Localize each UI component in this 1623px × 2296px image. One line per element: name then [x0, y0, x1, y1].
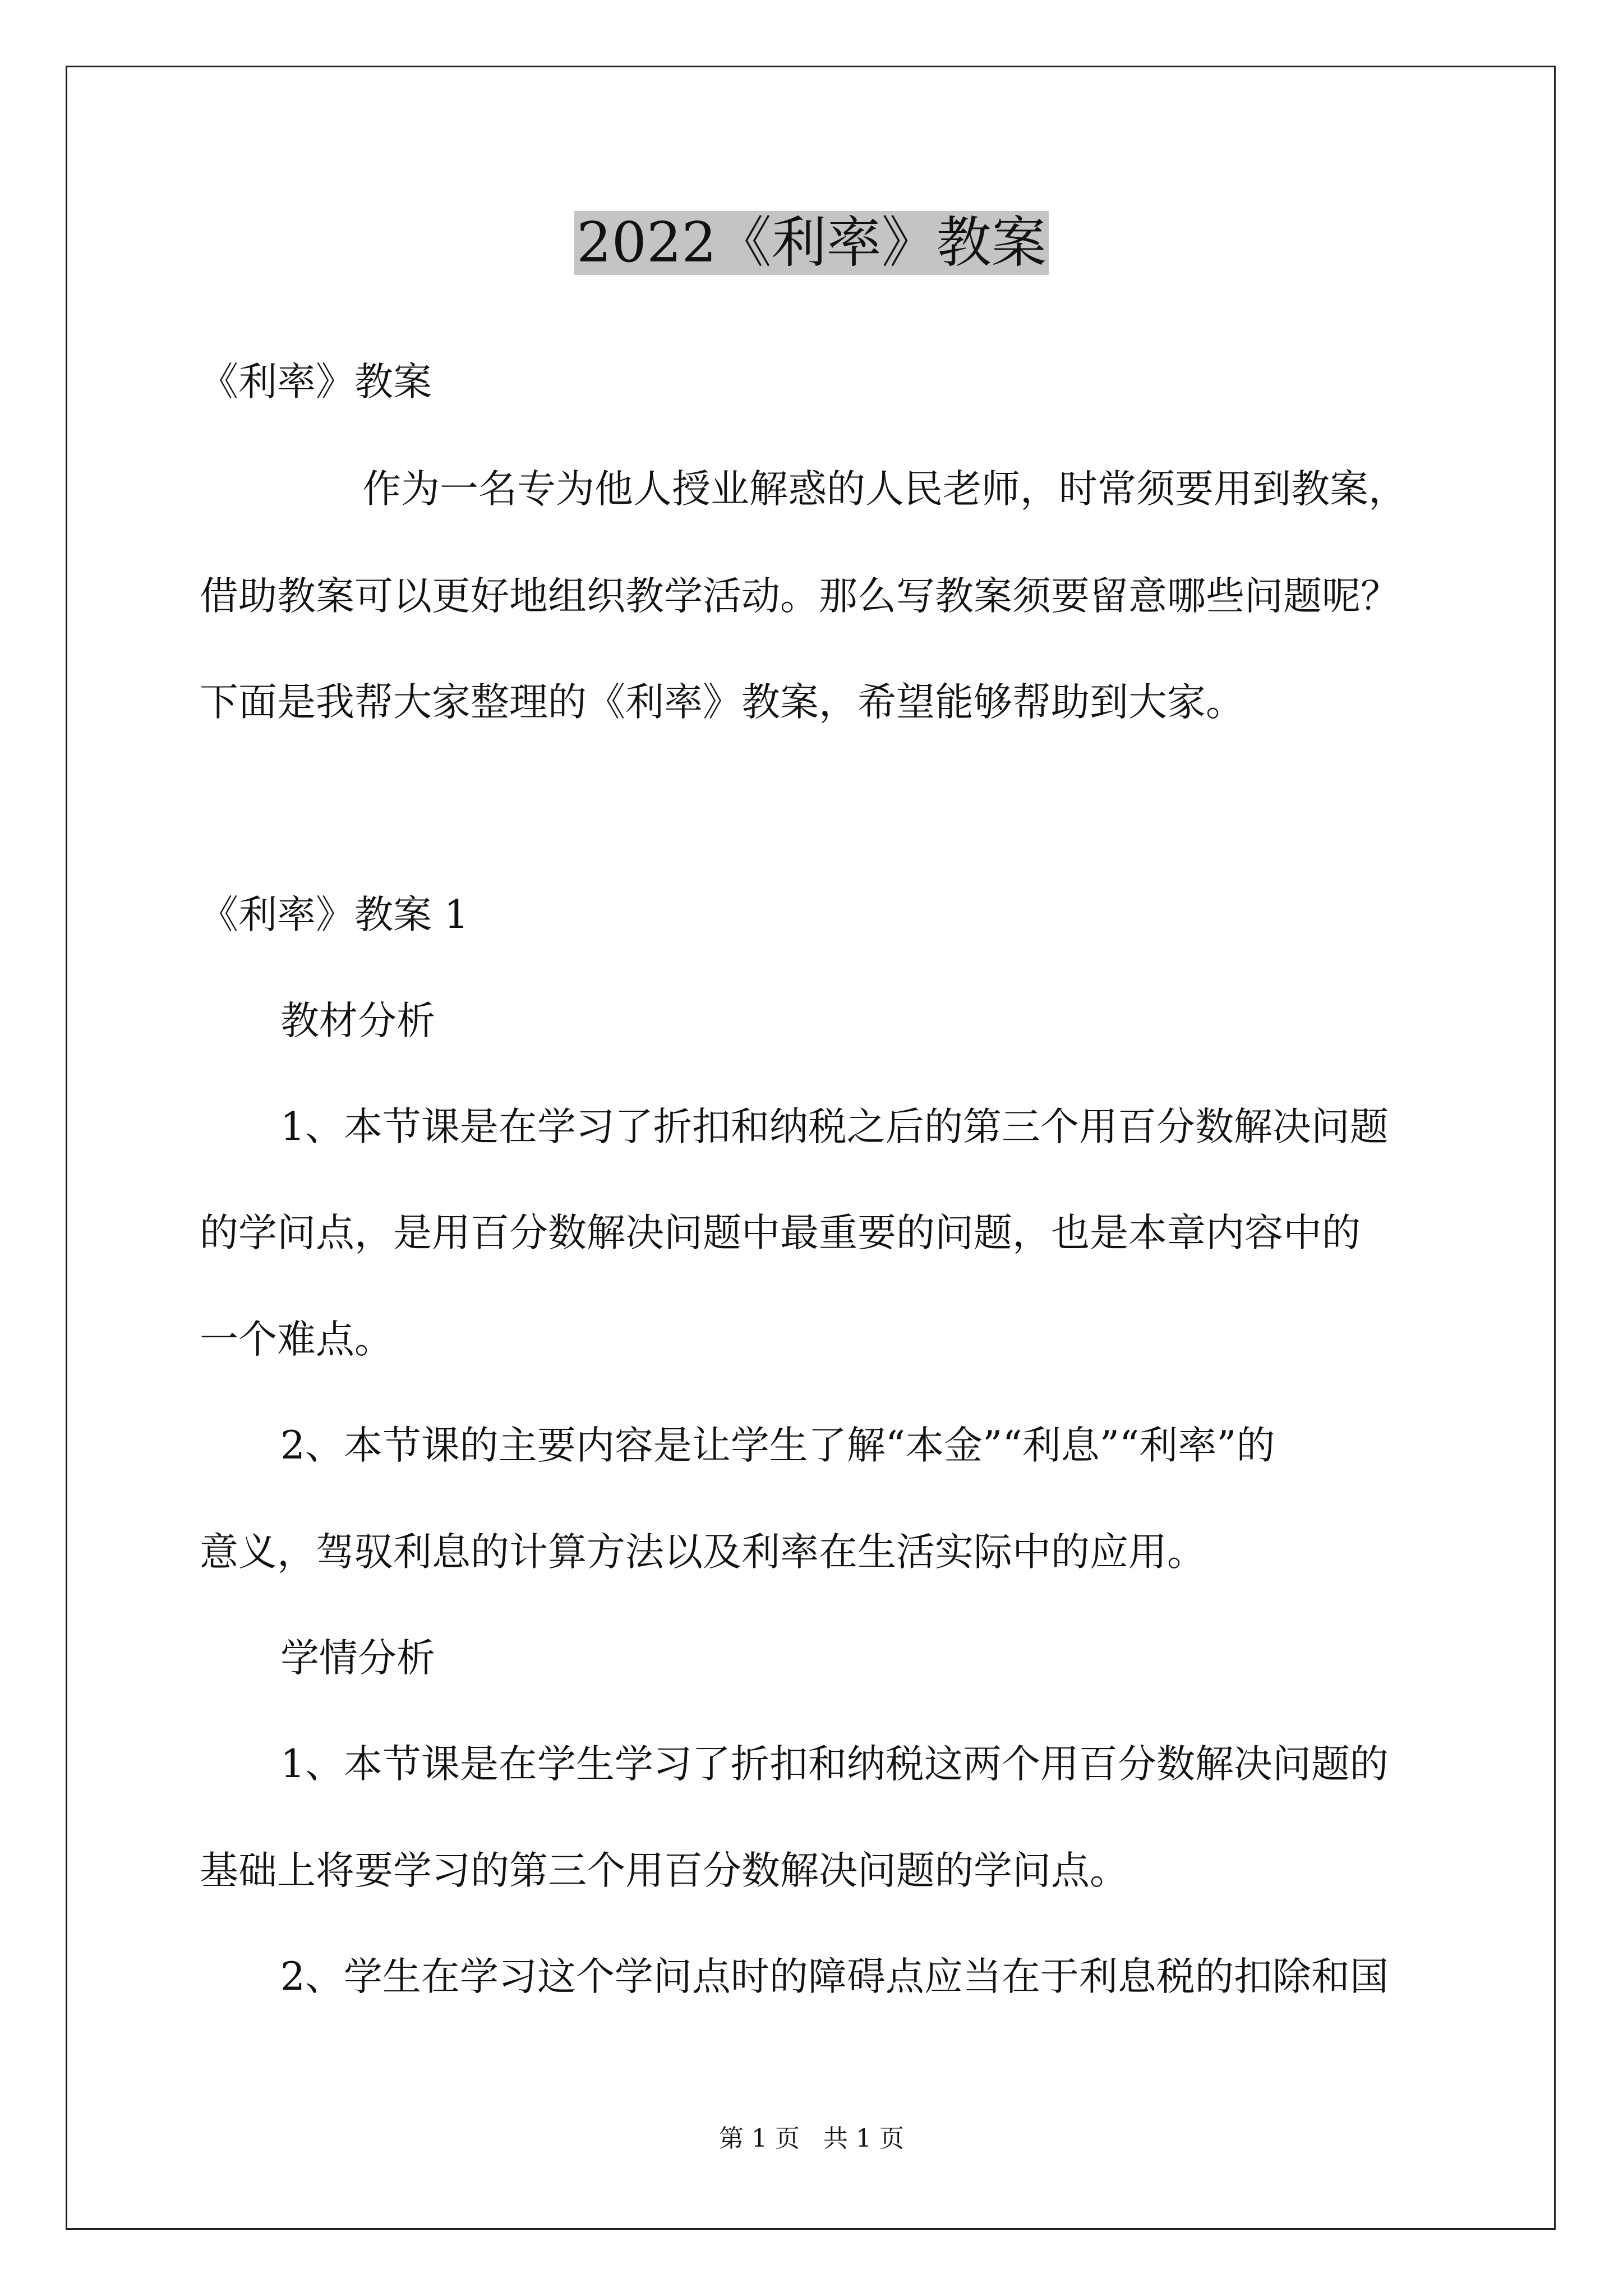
page-number: 第 1 页 [719, 2124, 800, 2153]
paragraph-line: 1、本节课是在学生学习了折扣和纳税这两个用百分数解决问题的 [280, 1742, 1389, 1787]
subheading: 学情分析 [280, 1636, 435, 1681]
intro-line: 作为一名专为他人授业解惑的人民老师，时常须要用到教案， [362, 467, 1407, 512]
paragraph-line: 2、学生在学习这个学问点时的障碍点应当在于利息税的扣除和国 [280, 1954, 1389, 1999]
page-total: 共 1 页 [823, 2124, 904, 2153]
section-title: 《利率》教案 1 [200, 892, 469, 937]
paragraph-line: 一个难点。 [200, 1317, 393, 1362]
paragraph-line: 基础上将要学习的第三个用百分数解决问题的学问点。 [200, 1848, 1128, 1893]
subheading: 教材分析 [280, 999, 435, 1043]
paragraph-line: 1、本节课是在学习了折扣和纳税之后的第三个用百分数解决问题 [280, 1105, 1389, 1149]
title-text: 2022《利率》教案 [574, 211, 1048, 275]
paragraph-line: 意义，驾驭利息的计算方法以及利率在生活实际中的应用。 [200, 1530, 1206, 1575]
paragraph-line: 2、本节课的主要内容是让学生了解“本金”“利息”“利率”的 [280, 1423, 1275, 1468]
intro-line: 借助教案可以更好地组织教学活动。那么写教案须要留意哪些问题呢？ [200, 574, 1399, 619]
heading: 《利率》教案 [200, 360, 432, 404]
intro-line: 下面是我帮大家整理的《利率》教案，希望能够帮助到大家。 [200, 680, 1244, 725]
page-footer [0, 2123, 1623, 2155]
document-title [0, 206, 1623, 279]
paragraph-line: 的学问点，是用百分数解决问题中最重要的问题，也是本章内容中的 [200, 1211, 1361, 1255]
